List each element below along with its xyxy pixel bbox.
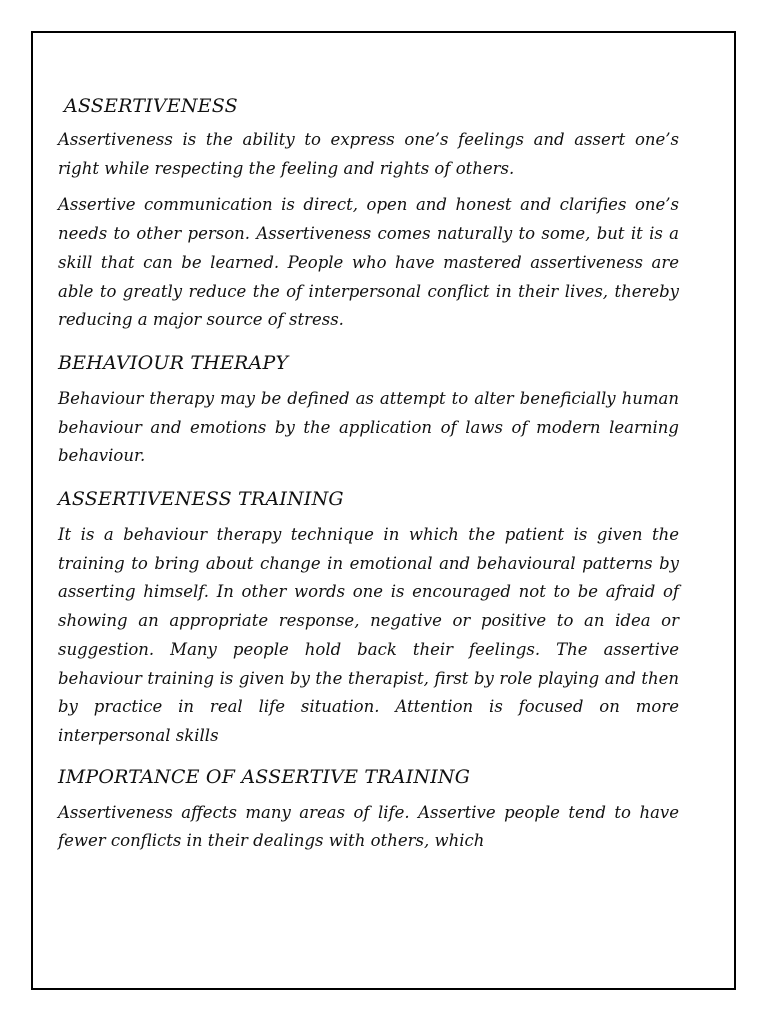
paragraph-assertiveness-training: It is a behaviour therapy technique in which the patient is given the training to bring about change in emotional and behavioural patterns by asserting himself. In other words one is encouraged not to be afraid of showing an appropriate response, negative or positive to an idea or suggestion. Many people hold back their feelings. The assertive behaviour training is given by the therapist, first by role playing and then by practice in real life situation. Attention is focused on more interpersonal skills: [58, 525, 679, 745]
document-body: [58, 92, 679, 864]
paragraph-behaviour-therapy: Behaviour therapy may be defined as attempt to alter beneficially human behaviour and emotions by the application of laws of modern learning behaviour.: [58, 388, 679, 466]
heading-assertiveness: ASSERTIVENESS: [64, 95, 238, 117]
heading-importance-of-assertive-training: IMPORTANCE OF ASSERTIVE TRAINING: [58, 765, 471, 788]
paragraph-assertive-communication: Assertive communication is direct, open and honest and clarifies one’s needs to other person. Assertiveness comes naturally to some, but it is a skill that can be learned. People who have mastered assertiveness are able to greatly reduce the of interpersonal conflict in their lives, thereby reducing a major source of stress.: [58, 195, 679, 330]
paragraph-importance: Assertiveness affects many areas of life. Assertive people tend to have fewer conflicts in their dealings with others, which: [58, 802, 679, 851]
heading-behaviour-therapy: BEHAVIOUR THERAPY: [58, 351, 289, 374]
paragraph-assertiveness-definition: Assertiveness is the ability to express one’s feelings and assert one’s right while respecting the feeling and rights of others.: [58, 130, 679, 178]
heading-assertiveness-training: ASSERTIVENESS TRAINING: [58, 488, 344, 511]
